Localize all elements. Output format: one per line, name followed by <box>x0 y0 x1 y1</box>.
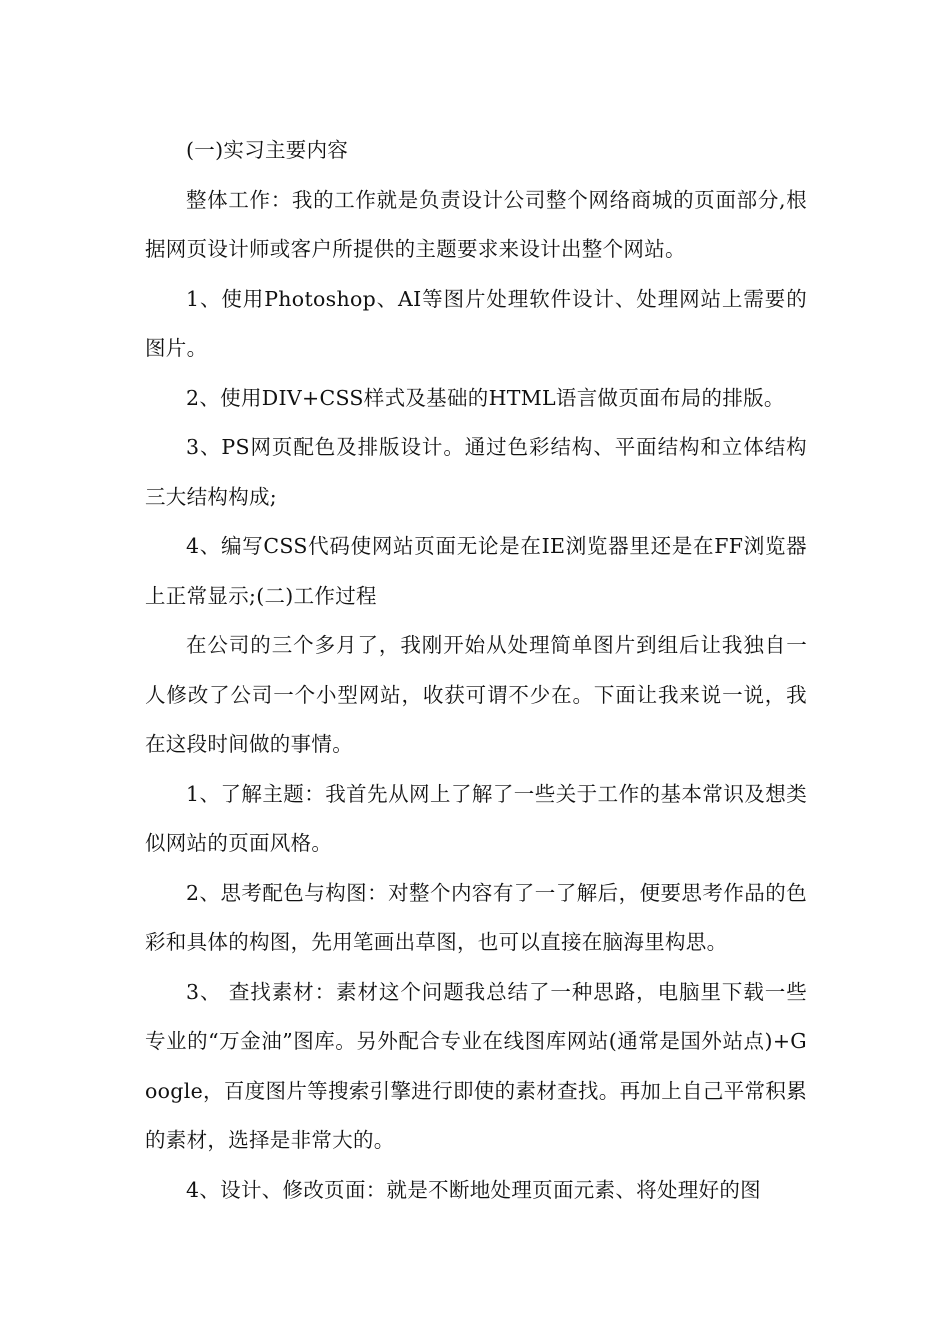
paragraph-step-2: 2、思考配色与构图：对整个内容有了一了解后，便要思考作品的色彩和具体的构图，先用笔画出草图，也可以直接在脑海里构思。 <box>145 880 807 954</box>
paragraph-item-4: 4、编写CSS代码使网站页面无论是在IE浏览器里还是在FF浏览器上正常显示;(二)工作过程 <box>145 534 807 608</box>
paragraph-item-1: 1、使用Photoshop、AI等图片处理软件设计、处理网站上需要的图片。 <box>145 286 807 360</box>
document-body <box>145 126 807 1215</box>
paragraph-step-1: 1、了解主题：我首先从网上了解了一些关于工作的基本常识及想类似网站的页面风格。 <box>145 781 807 855</box>
paragraph-work-process: 在公司的三个多月了，我刚开始从处理简单图片到组后让我独自一人修改了公司一个小型网站，收获可谓不少在。下面让我来说一说，我在这段时间做的事情。 <box>145 633 807 756</box>
paragraph-step-3: 3、 查找素材：素材这个问题我总结了一种思路，电脑里下载一些专业的“万金油”图库。另外配合专业在线图库网站(通常是国外站点)+Google，百度图片等搜索引擎进行即使的素材查找。再加上自己平常积累的素材，选择是非常大的。 <box>145 979 807 1152</box>
paragraph-item-2: 2、使用DIV+CSS样式及基础的HTML语言做页面布局的排版。 <box>186 385 785 410</box>
paragraph-item-3: 3、PS网页配色及排版设计。通过色彩结构、平面结构和立体结构三大结构构成; <box>145 435 807 509</box>
section-heading: (一)实习主要内容 <box>186 138 349 162</box>
paragraph-overall-work: 整体工作：我的工作就是负责设计公司整个网络商城的页面部分,根据网页设计师或客户所提供的主题要求来设计出整个网站。 <box>145 187 807 261</box>
paragraph-step-4: 4、设计、修改页面：就是不断地处理页面元素、将处理好的图 <box>186 1177 761 1202</box>
